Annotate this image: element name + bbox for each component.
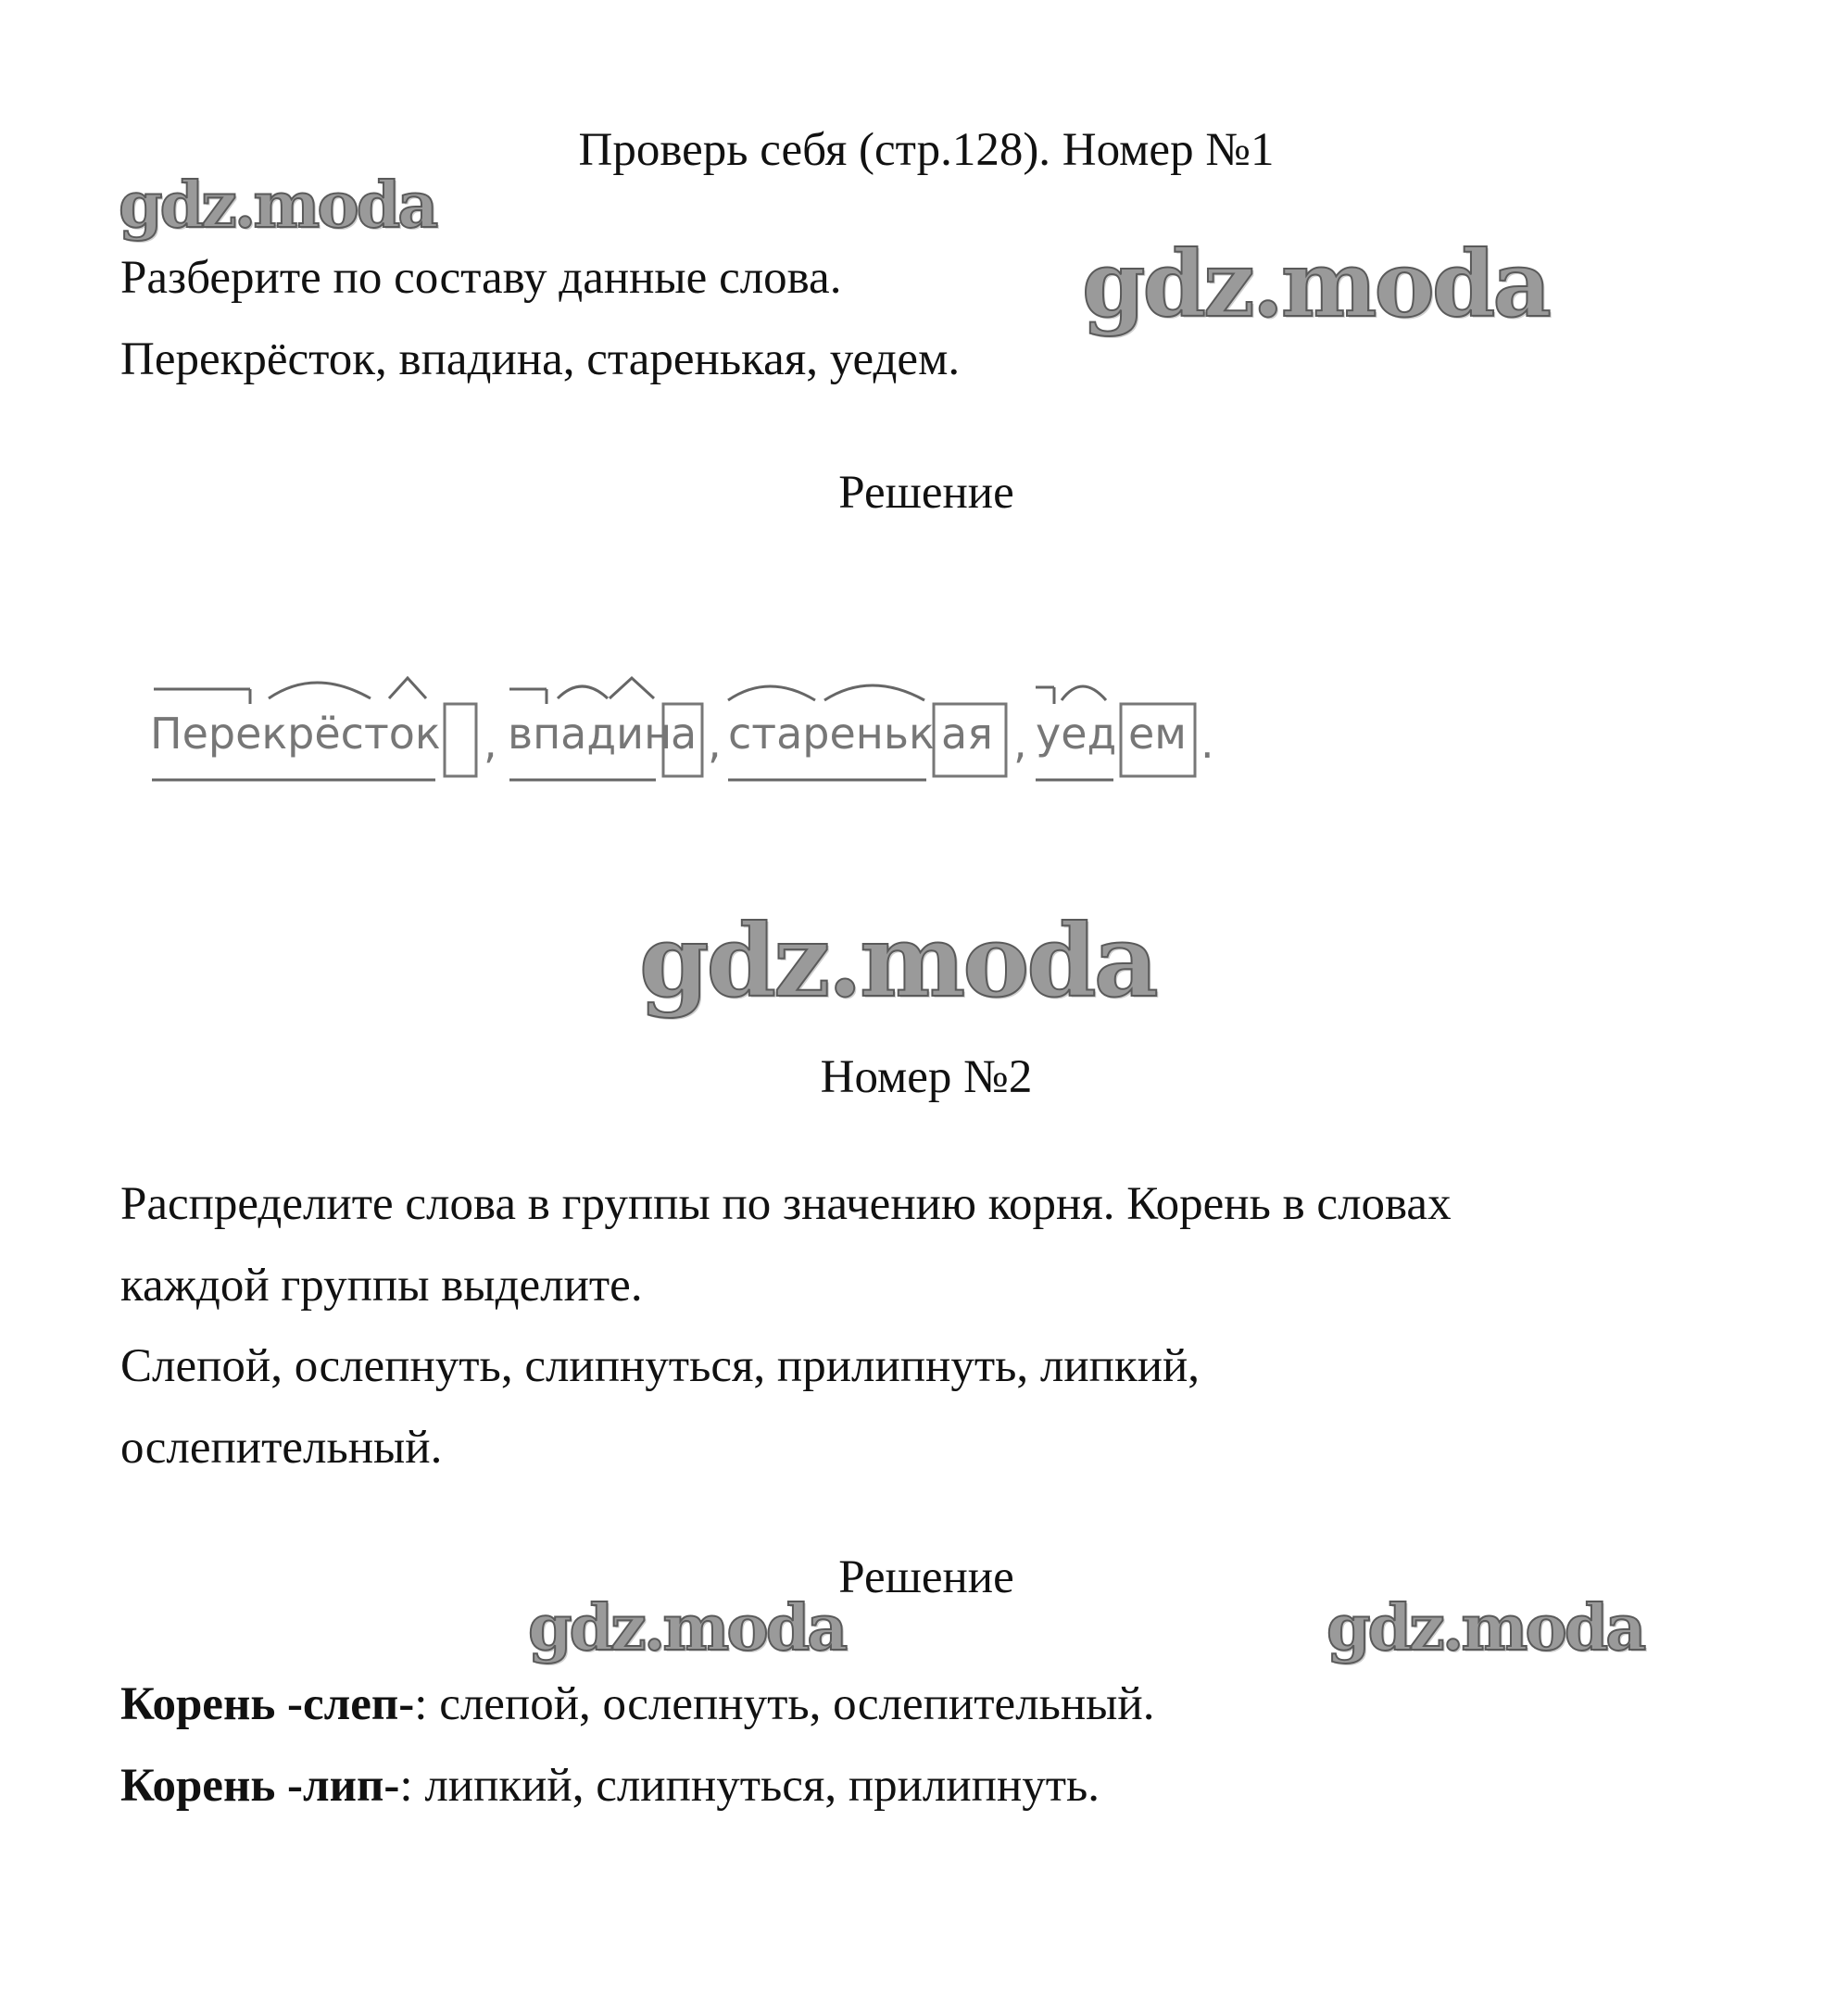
zero-ending-box: [445, 704, 476, 776]
parse-separator-3: ,: [1013, 718, 1027, 768]
task2-words-line1: Слепой, ослепнуть, слипнуться, прилипнуть, липкий,: [120, 1340, 1201, 1392]
suffix-mark: [610, 678, 654, 698]
task2-words-line2: ослепительный.: [120, 1422, 443, 1474]
answer-line-2: [120, 1758, 1100, 1814]
parse-word-2-stem: впадин: [508, 709, 673, 759]
parse-word-3-stem: стареньк: [728, 709, 935, 759]
root-arc: [728, 686, 815, 700]
watermark-logo: gdz.moda: [119, 169, 436, 243]
watermark-logo: gdz.moda: [1326, 1591, 1644, 1665]
task1-title: Проверь себя (стр.128). Номер №1: [578, 124, 1275, 176]
watermark-logo: gdz.moda: [528, 1591, 846, 1665]
parse-word-3-ending: ая: [941, 709, 993, 759]
task2-instruction-line2: каждой группы выделите.: [120, 1260, 643, 1312]
answer-1-root-label: Корень -слеп-: [120, 1678, 415, 1730]
answer-2-root-label: Корень -лип-: [120, 1760, 400, 1812]
root-arc: [558, 686, 608, 698]
morpheme-parse-figure: [139, 667, 1315, 797]
root-arc: [269, 683, 371, 698]
task2-title: Номер №2: [820, 1051, 1033, 1103]
parse-word-4-ending: ем: [1128, 709, 1188, 759]
suffix-arc: [824, 685, 924, 700]
suffix-mark: [389, 678, 426, 698]
task1-instruction: Разберите по составу данные слова.: [120, 252, 842, 304]
answer-2-words: : липкий, слипнуться, прилипнуть.: [399, 1760, 1100, 1812]
task1-words: Перекрёсток, впадина, старенькая, уедем.: [120, 333, 961, 385]
parse-separator-2: ,: [708, 718, 722, 768]
parse-word-4-stem: уед: [1036, 709, 1117, 759]
parse-separator-1: ,: [484, 718, 497, 768]
answer-line-1: [120, 1676, 1154, 1732]
task2-solution-label: Решение: [838, 1551, 1014, 1603]
task2-instruction-line1: Распределите слова в группы по значению корня. Корень в словах: [120, 1178, 1452, 1230]
parse-word-2-ending: а: [671, 709, 698, 759]
watermark-logo: gdz.moda: [639, 903, 1156, 1020]
task1-solution-label: Решение: [838, 467, 1014, 519]
parse-end-dot: .: [1201, 718, 1214, 768]
watermark-logo: gdz.moda: [1082, 232, 1549, 338]
answer-1-words: : слепой, ослепнуть, ослепительный.: [414, 1678, 1155, 1730]
root-arc: [1062, 686, 1106, 700]
parse-word-1: Перекрёсток: [150, 709, 441, 759]
